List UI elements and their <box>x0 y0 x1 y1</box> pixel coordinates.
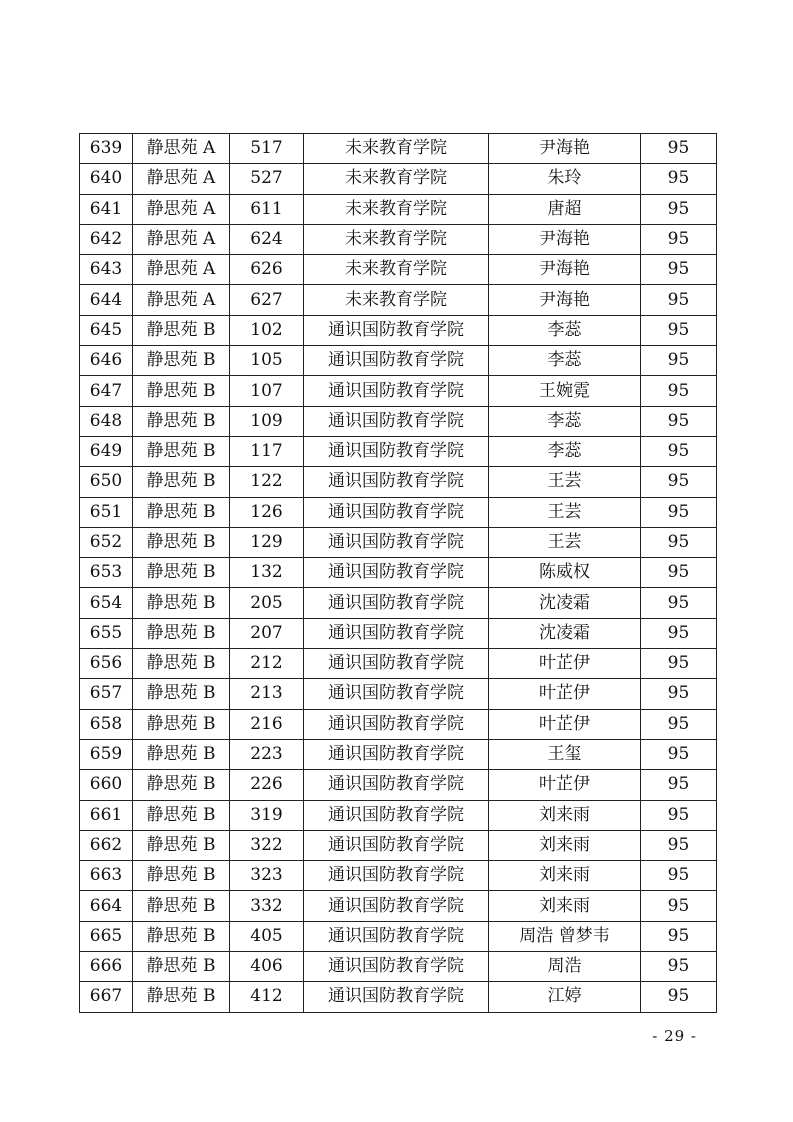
building-cell: 静思苑 B <box>133 770 230 800</box>
row-number-cell: 645 <box>80 315 133 345</box>
row-number-cell: 653 <box>80 558 133 588</box>
responsible-person-cell: 李蕊 <box>489 436 641 466</box>
building-cell: 静思苑 B <box>133 436 230 466</box>
room-number-cell: 627 <box>230 285 304 315</box>
building-cell: 静思苑 B <box>133 527 230 557</box>
college-cell: 通识国防教育学院 <box>304 830 489 860</box>
building-cell: 静思苑 B <box>133 315 230 345</box>
building-cell: 静思苑 B <box>133 952 230 982</box>
score-cell: 95 <box>641 376 717 406</box>
room-number-cell: 107 <box>230 376 304 406</box>
college-cell: 通识国防教育学院 <box>304 406 489 436</box>
responsible-person-cell: 周浩 <box>489 952 641 982</box>
room-number-cell: 129 <box>230 527 304 557</box>
score-cell: 95 <box>641 830 717 860</box>
room-number-cell: 207 <box>230 618 304 648</box>
college-cell: 未来教育学院 <box>304 194 489 224</box>
row-number-cell: 643 <box>80 255 133 285</box>
room-number-cell: 624 <box>230 224 304 254</box>
row-number-cell: 639 <box>80 134 133 164</box>
college-cell: 未来教育学院 <box>304 285 489 315</box>
building-cell: 静思苑 B <box>133 558 230 588</box>
table-row <box>80 346 717 376</box>
score-cell: 95 <box>641 952 717 982</box>
room-number-cell: 517 <box>230 134 304 164</box>
building-cell: 静思苑 B <box>133 921 230 951</box>
table-row <box>80 800 717 830</box>
row-number-cell: 642 <box>80 224 133 254</box>
score-cell: 95 <box>641 649 717 679</box>
room-number-cell: 132 <box>230 558 304 588</box>
college-cell: 通识国防教育学院 <box>304 891 489 921</box>
row-number-cell: 641 <box>80 194 133 224</box>
row-number-cell: 656 <box>80 649 133 679</box>
responsible-person-cell: 尹海艳 <box>489 255 641 285</box>
score-cell: 95 <box>641 346 717 376</box>
room-number-cell: 323 <box>230 861 304 891</box>
table-row <box>80 982 717 1012</box>
score-cell: 95 <box>641 467 717 497</box>
college-cell: 通识国防教育学院 <box>304 527 489 557</box>
building-cell: 静思苑 B <box>133 739 230 769</box>
room-number-cell: 205 <box>230 588 304 618</box>
responsible-person-cell: 李蕊 <box>489 346 641 376</box>
row-number-cell: 650 <box>80 467 133 497</box>
responsible-person-cell: 刘来雨 <box>489 861 641 891</box>
responsible-person-cell: 尹海艳 <box>489 285 641 315</box>
college-cell: 通识国防教育学院 <box>304 709 489 739</box>
dormitory-score-table <box>79 133 717 1013</box>
row-number-cell: 665 <box>80 921 133 951</box>
responsible-person-cell: 王芸 <box>489 467 641 497</box>
room-number-cell: 527 <box>230 164 304 194</box>
college-cell: 通识国防教育学院 <box>304 770 489 800</box>
row-number-cell: 660 <box>80 770 133 800</box>
responsible-person-cell: 沈凌霜 <box>489 618 641 648</box>
table-row <box>80 679 717 709</box>
building-cell: 静思苑 A <box>133 285 230 315</box>
row-number-cell: 647 <box>80 376 133 406</box>
row-number-cell: 658 <box>80 709 133 739</box>
table-row <box>80 861 717 891</box>
page-number: - 29 - <box>652 1027 697 1045</box>
building-cell: 静思苑 B <box>133 891 230 921</box>
table-row <box>80 285 717 315</box>
college-cell: 通识国防教育学院 <box>304 346 489 376</box>
score-cell: 95 <box>641 800 717 830</box>
table-row <box>80 527 717 557</box>
table-row <box>80 739 717 769</box>
building-cell: 静思苑 B <box>133 376 230 406</box>
table-row <box>80 921 717 951</box>
table-row <box>80 467 717 497</box>
room-number-cell: 611 <box>230 194 304 224</box>
row-number-cell: 664 <box>80 891 133 921</box>
score-cell: 95 <box>641 497 717 527</box>
table-row <box>80 406 717 436</box>
room-number-cell: 223 <box>230 739 304 769</box>
responsible-person-cell: 王玺 <box>489 739 641 769</box>
score-cell: 95 <box>641 164 717 194</box>
responsible-person-cell: 尹海艳 <box>489 224 641 254</box>
room-number-cell: 405 <box>230 921 304 951</box>
building-cell: 静思苑 A <box>133 164 230 194</box>
responsible-person-cell: 王婉霓 <box>489 376 641 406</box>
college-cell: 未来教育学院 <box>304 164 489 194</box>
table-row <box>80 830 717 860</box>
college-cell: 未来教育学院 <box>304 224 489 254</box>
responsible-person-cell: 叶芷伊 <box>489 770 641 800</box>
row-number-cell: 655 <box>80 618 133 648</box>
row-number-cell: 657 <box>80 679 133 709</box>
row-number-cell: 644 <box>80 285 133 315</box>
score-cell: 95 <box>641 255 717 285</box>
score-cell: 95 <box>641 891 717 921</box>
responsible-person-cell: 叶芷伊 <box>489 679 641 709</box>
table-row <box>80 194 717 224</box>
building-cell: 静思苑 B <box>133 649 230 679</box>
score-cell: 95 <box>641 315 717 345</box>
responsible-person-cell: 刘来雨 <box>489 800 641 830</box>
score-cell: 95 <box>641 134 717 164</box>
score-cell: 95 <box>641 194 717 224</box>
building-cell: 静思苑 B <box>133 679 230 709</box>
college-cell: 通识国防教育学院 <box>304 618 489 648</box>
row-number-cell: 648 <box>80 406 133 436</box>
college-cell: 通识国防教育学院 <box>304 982 489 1012</box>
score-cell: 95 <box>641 861 717 891</box>
table-row <box>80 255 717 285</box>
row-number-cell: 652 <box>80 527 133 557</box>
room-number-cell: 406 <box>230 952 304 982</box>
table-row <box>80 588 717 618</box>
room-number-cell: 213 <box>230 679 304 709</box>
table-row <box>80 618 717 648</box>
college-cell: 通识国防教育学院 <box>304 861 489 891</box>
score-cell: 95 <box>641 709 717 739</box>
room-number-cell: 122 <box>230 467 304 497</box>
table-row <box>80 436 717 466</box>
room-number-cell: 109 <box>230 406 304 436</box>
room-number-cell: 319 <box>230 800 304 830</box>
building-cell: 静思苑 A <box>133 255 230 285</box>
college-cell: 通识国防教育学院 <box>304 497 489 527</box>
row-number-cell: 667 <box>80 982 133 1012</box>
table-body <box>80 134 717 1013</box>
table-row <box>80 770 717 800</box>
college-cell: 通识国防教育学院 <box>304 467 489 497</box>
building-cell: 静思苑 B <box>133 406 230 436</box>
table-row <box>80 952 717 982</box>
responsible-person-cell: 叶芷伊 <box>489 709 641 739</box>
score-cell: 95 <box>641 982 717 1012</box>
building-cell: 静思苑 A <box>133 194 230 224</box>
room-number-cell: 105 <box>230 346 304 376</box>
responsible-person-cell: 沈凌霜 <box>489 588 641 618</box>
college-cell: 通识国防教育学院 <box>304 315 489 345</box>
score-cell: 95 <box>641 558 717 588</box>
row-number-cell: 649 <box>80 436 133 466</box>
college-cell: 通识国防教育学院 <box>304 800 489 830</box>
score-cell: 95 <box>641 224 717 254</box>
responsible-person-cell: 唐超 <box>489 194 641 224</box>
room-number-cell: 412 <box>230 982 304 1012</box>
table-row <box>80 224 717 254</box>
row-number-cell: 654 <box>80 588 133 618</box>
college-cell: 未来教育学院 <box>304 134 489 164</box>
building-cell: 静思苑 B <box>133 800 230 830</box>
row-number-cell: 651 <box>80 497 133 527</box>
table-row <box>80 497 717 527</box>
row-number-cell: 666 <box>80 952 133 982</box>
score-cell: 95 <box>641 406 717 436</box>
building-cell: 静思苑 B <box>133 346 230 376</box>
building-cell: 静思苑 B <box>133 467 230 497</box>
college-cell: 通识国防教育学院 <box>304 952 489 982</box>
college-cell: 通识国防教育学院 <box>304 588 489 618</box>
responsible-person-cell: 叶芷伊 <box>489 649 641 679</box>
row-number-cell: 659 <box>80 739 133 769</box>
responsible-person-cell: 周浩 曾梦韦 <box>489 921 641 951</box>
building-cell: 静思苑 B <box>133 709 230 739</box>
building-cell: 静思苑 A <box>133 224 230 254</box>
row-number-cell: 662 <box>80 830 133 860</box>
row-number-cell: 663 <box>80 861 133 891</box>
responsible-person-cell: 刘来雨 <box>489 891 641 921</box>
college-cell: 通识国防教育学院 <box>304 739 489 769</box>
row-number-cell: 646 <box>80 346 133 376</box>
score-cell: 95 <box>641 618 717 648</box>
room-number-cell: 117 <box>230 436 304 466</box>
building-cell: 静思苑 B <box>133 830 230 860</box>
responsible-person-cell: 刘来雨 <box>489 830 641 860</box>
college-cell: 通识国防教育学院 <box>304 376 489 406</box>
room-number-cell: 216 <box>230 709 304 739</box>
score-cell: 95 <box>641 679 717 709</box>
table-row <box>80 134 717 164</box>
score-cell: 95 <box>641 588 717 618</box>
room-number-cell: 626 <box>230 255 304 285</box>
building-cell: 静思苑 B <box>133 588 230 618</box>
college-cell: 通识国防教育学院 <box>304 679 489 709</box>
responsible-person-cell: 尹海艳 <box>489 134 641 164</box>
building-cell: 静思苑 B <box>133 618 230 648</box>
row-number-cell: 661 <box>80 800 133 830</box>
score-cell: 95 <box>641 285 717 315</box>
college-cell: 通识国防教育学院 <box>304 558 489 588</box>
college-cell: 未来教育学院 <box>304 255 489 285</box>
table-row <box>80 709 717 739</box>
table-row <box>80 164 717 194</box>
responsible-person-cell: 江婷 <box>489 982 641 1012</box>
table-row <box>80 649 717 679</box>
score-cell: 95 <box>641 770 717 800</box>
table-row <box>80 891 717 921</box>
table-row <box>80 558 717 588</box>
room-number-cell: 126 <box>230 497 304 527</box>
responsible-person-cell: 朱玲 <box>489 164 641 194</box>
table-row <box>80 376 717 406</box>
responsible-person-cell: 陈威权 <box>489 558 641 588</box>
table-row <box>80 315 717 345</box>
score-cell: 95 <box>641 739 717 769</box>
score-cell: 95 <box>641 527 717 557</box>
college-cell: 通识国防教育学院 <box>304 649 489 679</box>
college-cell: 通识国防教育学院 <box>304 921 489 951</box>
responsible-person-cell: 李蕊 <box>489 315 641 345</box>
room-number-cell: 322 <box>230 830 304 860</box>
room-number-cell: 102 <box>230 315 304 345</box>
responsible-person-cell: 王芸 <box>489 497 641 527</box>
building-cell: 静思苑 B <box>133 982 230 1012</box>
score-cell: 95 <box>641 436 717 466</box>
responsible-person-cell: 李蕊 <box>489 406 641 436</box>
score-cell: 95 <box>641 921 717 951</box>
row-number-cell: 640 <box>80 164 133 194</box>
building-cell: 静思苑 A <box>133 134 230 164</box>
building-cell: 静思苑 B <box>133 861 230 891</box>
room-number-cell: 332 <box>230 891 304 921</box>
room-number-cell: 226 <box>230 770 304 800</box>
room-number-cell: 212 <box>230 649 304 679</box>
building-cell: 静思苑 B <box>133 497 230 527</box>
responsible-person-cell: 王芸 <box>489 527 641 557</box>
college-cell: 通识国防教育学院 <box>304 436 489 466</box>
